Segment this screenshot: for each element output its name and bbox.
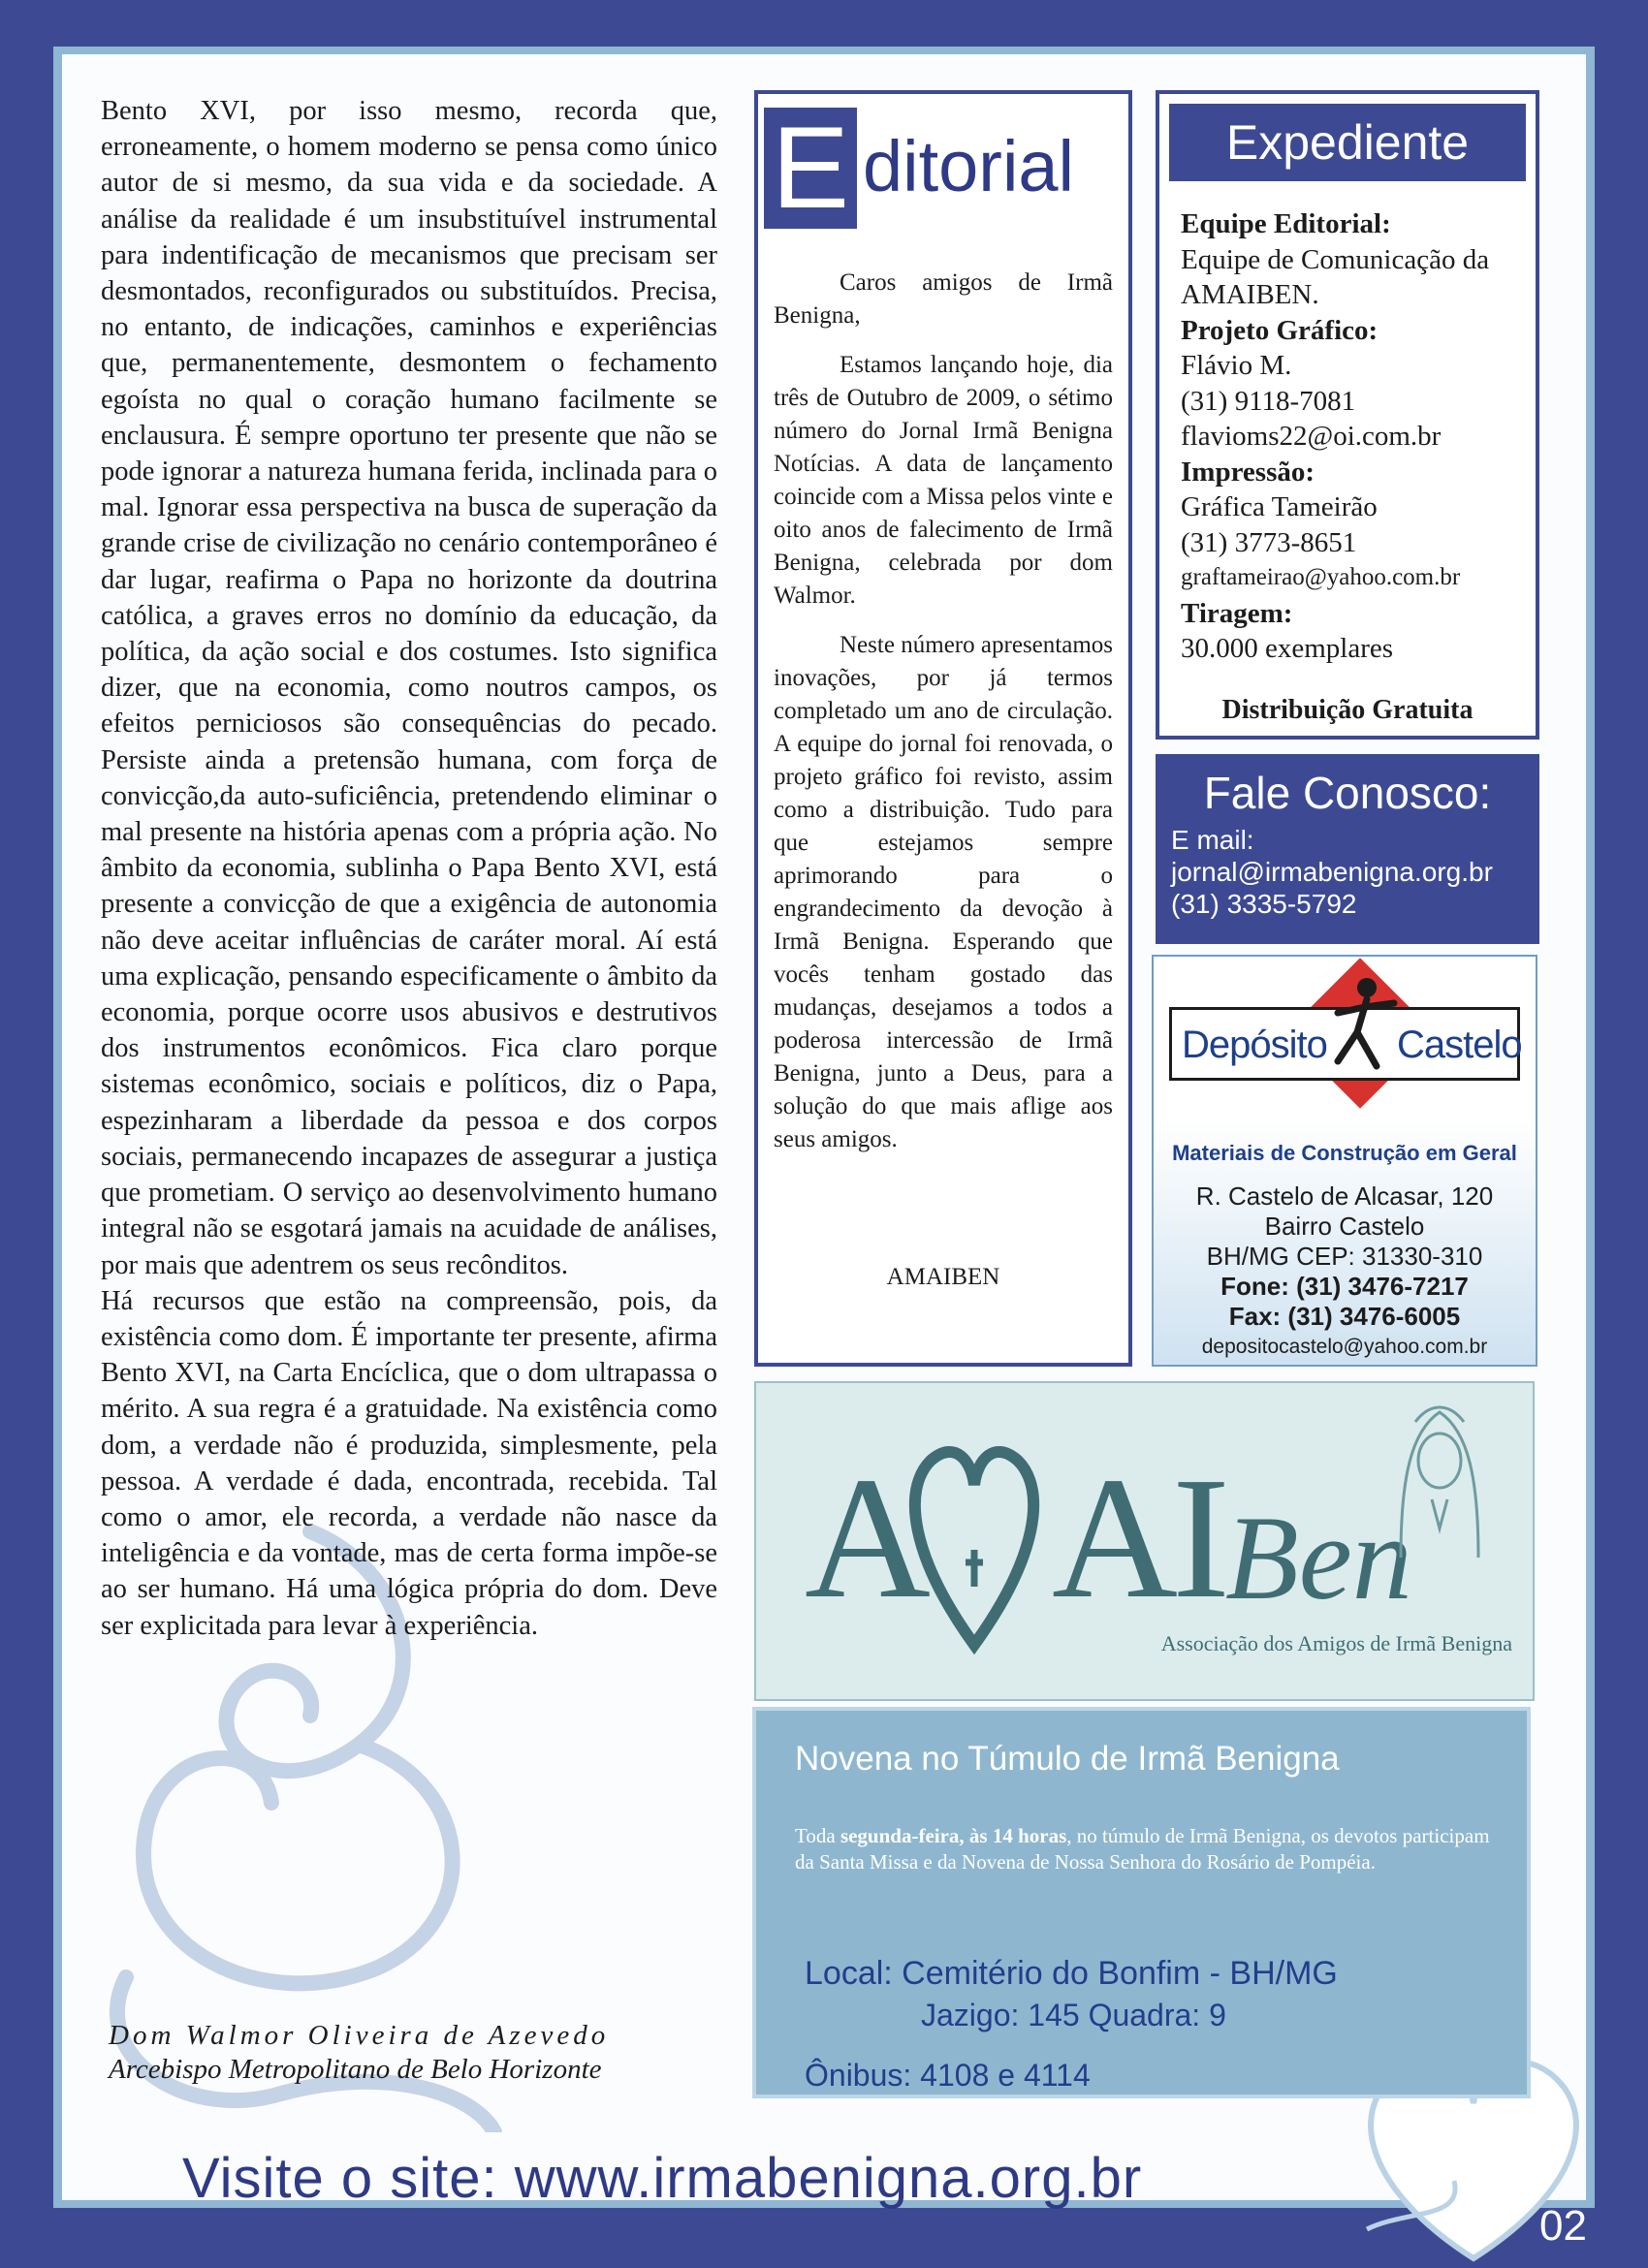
editorial-paragraph: Caros amigos de Irmã Benigna, bbox=[774, 269, 1113, 329]
editorial-paragraph: Neste número apresentamos inovações, por já termos completado um ano de circulação. A equipe do jornal foi renovada, o projeto gráfico foi revisto, assim como a distribuição. Tudo para que estejamos sempre aprimorando para o engrandecimento da devoção à Irmã Benigna. Esperando que vocês tenham gostado das mudanças, desejamos a todos a poderosa intercessão de Irmã Benigna, junto a Deus, para a solução do que mais aflige aos seus amigos. bbox=[774, 632, 1113, 1152]
ad-address-cep: BH/MG CEP: 31330-310 bbox=[1206, 1242, 1483, 1271]
editorial-signoff: AMAIBEN bbox=[886, 1264, 1000, 1290]
amaiben-logo-ai: AI bbox=[1052, 1441, 1224, 1634]
editorial-body bbox=[774, 267, 1113, 1173]
expediente-box bbox=[1156, 90, 1539, 740]
editorial-title: ditorial bbox=[863, 126, 1074, 206]
novena-text-lead: Toda bbox=[795, 1824, 840, 1847]
novena-title: Novena no Túmulo de Irmã Benigna bbox=[795, 1740, 1340, 1778]
contact-phone: (31) 3335-5792 bbox=[1171, 889, 1357, 919]
tiragem-value: 30.000 exemplares bbox=[1181, 633, 1394, 664]
signature-name: Dom Walmor Oliveira de Azevedo bbox=[109, 2020, 610, 2051]
worker-figure-icon bbox=[1318, 974, 1406, 1081]
impressao-email: graftameirao@yahoo.com.br bbox=[1181, 564, 1461, 590]
fale-conosco-box bbox=[1156, 754, 1539, 944]
novena-location: Local: Cemitério do Bonfim - BH/MG bbox=[805, 1955, 1338, 1992]
ad-subtitle: Materiais de Construção em Geral bbox=[1172, 1141, 1517, 1165]
signature-title: Arcebispo Metropolitano de Belo Horizonte bbox=[109, 2054, 602, 2085]
article-paragraph: Bento XVI, por isso mesmo, recorda que, erroneamente, o homem moderno se pensa como único autor de si mesmo, da sua vida e da sociedade. A análise da realidade é um insubstituível instrumental para indentificação de mecanismos que precisam ser desmontados, reconfigurados ou substituídos. Precisa, no entanto, de indicações, caminhos e experiências que, permanentemente, desmontem o fechamento egoísta no qual o coração humano facilmente se enclausura. É sempre oportuno ter presente que não se pode ignorar a natureza humana ferida, inclinada para o mal. Ignorar essa perspectiva na busca de superação da grande crise de civilização no cenário contemporâneo é dar lugar, reafirma o Papa no horizonte da doutrina católica, a graves erros no domínio da educação, da política, da ação social e dos costumes. Isto significa dizer, que na economia, como noutros campos, os efeitos perniciosos são consequências do pecado. Persiste ainda a pretensão humana, com força de convicção,da auto-suficiência, pretendendo eliminar o mal presente na história apenas com a própria ação. No âmbito da economia, sublinha o Papa Bento XVI, está presente a convicção de que a exigência de autonomia não deve aceitar influências de caráter moral. Aí está uma explicação, pensando especificamente o âmbito da economia, porque ocorre usos abusivos e destrutivos dos instrumentos econômicos. Fica claro porque sistemas econômico, sociais e políticos, diz o Papa, espezinharam a liberdade da pessoa e dos corpos sociais, permanecendo incapazes de assegurar a justiça que prometiam. O serviço ao desenvolvimento humano integral não se esgotará jamais na acuidade de análises, por mais que adentrem os seus recônditos. bbox=[101, 96, 717, 1280]
novena-text-bold: segunda-feira, às 14 horas bbox=[840, 1824, 1067, 1847]
editorial-heading bbox=[758, 94, 1128, 239]
contact-email: jornal@irmabenigna.org.br bbox=[1171, 857, 1493, 887]
projeto-phone: (31) 9118-7081 bbox=[1181, 385, 1356, 417]
tiragem-label: Tiragem: bbox=[1181, 597, 1293, 629]
irma-benigna-portrait bbox=[1381, 1393, 1498, 1558]
ad-address-street: R. Castelo de Alcasar, 120 bbox=[1195, 1181, 1494, 1211]
page-number: 02 bbox=[1539, 2202, 1587, 2250]
novena-text-rest: , no túmulo de Irmã Benigna, os devotos participam da Santa Missa e da Novena de Nossa Senhora do Rosário de Pompéia. bbox=[795, 1824, 1490, 1874]
ad-address-block bbox=[1154, 1181, 1536, 1362]
fale-conosco-contacts bbox=[1171, 824, 1493, 920]
projeto-name: Flávio M. bbox=[1181, 350, 1292, 381]
distribuicao-label: Distribuição Gratuita bbox=[1221, 695, 1474, 725]
projeto-label: Projeto Gráfico: bbox=[1181, 314, 1379, 346]
novena-jazigo: Jazigo: 145 Quadra: 9 bbox=[921, 1998, 1226, 2032]
amaiben-tagline: Associação dos Amigos de Irmã Benigna bbox=[1160, 1631, 1512, 1655]
ad-address-district: Bairro Castelo bbox=[1264, 1212, 1425, 1241]
amaiben-logo-a: A bbox=[805, 1441, 925, 1634]
editorial-initial: E bbox=[764, 108, 857, 229]
heart-cross-icon bbox=[902, 1432, 1047, 1654]
logo-text-left: Depósito bbox=[1182, 1024, 1327, 1066]
editorial-paragraph: Estamos lançando hoje, dia três de Outubro de 2009, o sétimo número do Jornal Irmã Benigna Notícias. A data de lançamento coincide com a Missa pelos vinte e oito anos de falecimento de Irmã Benigna, celebrada por dom Walmor. bbox=[774, 352, 1113, 609]
impressao-label: Impressão: bbox=[1181, 456, 1315, 488]
ad-phone: Fone: (31) 3476-7217 bbox=[1220, 1272, 1469, 1301]
footer-site-url: Visite o site: www.irmabenigna.org.br bbox=[182, 2147, 1143, 2210]
email-label: E mail: bbox=[1171, 825, 1254, 855]
article-body bbox=[101, 93, 717, 1644]
ad-fax: Fax: (31) 3476-6005 bbox=[1228, 1302, 1461, 1331]
expediente-title: Expediente bbox=[1169, 104, 1526, 181]
novena-box bbox=[756, 1711, 1527, 2095]
equipe-value: Equipe de Comunicação da AMAIBEN. bbox=[1181, 243, 1490, 310]
fale-conosco-title: Fale Conosco: bbox=[1203, 768, 1492, 818]
editorial-box bbox=[754, 90, 1132, 1367]
equipe-label: Equipe Editorial: bbox=[1181, 208, 1391, 239]
novena-description bbox=[795, 1823, 1493, 1875]
amaiben-logo-ben: Ben bbox=[1225, 1492, 1412, 1624]
amaiben-banner bbox=[754, 1381, 1535, 1701]
article-signature bbox=[109, 2019, 729, 2087]
ad-email: depositocastelo@yahoo.com.br bbox=[1201, 1336, 1488, 1358]
impressao-name: Gráfica Tameirão bbox=[1181, 491, 1378, 522]
impressao-phone: (31) 3773-8651 bbox=[1181, 526, 1357, 558]
novena-bus-lines: Ônibus: 4108 e 4114 bbox=[805, 2058, 1091, 2093]
expediente-body bbox=[1181, 206, 1530, 667]
logo-text-right: Castelo bbox=[1397, 1024, 1522, 1066]
projeto-email: flavioms22@oi.com.br bbox=[1181, 421, 1442, 452]
article-paragraph: Há recursos que estão na compreensão, pois, da existência como dom. É importante ter presente, afirma Bento XVI, na Carta Encíclica, que o dom ultrapassa o mérito. A sua regra é a gratuidade. Na existência como dom, a verdade não é produzida, simplesmente, pela pessoa. A verdade é dada, encontrada, recebida. Tal como o amor, ele recorda, a verdade não nasce da inteligência e da vontade, mas de certa forma impõe-se ao ser humano. Há uma lógica própria do dom. Deve ser explicitada para levar à experiência. bbox=[101, 1285, 717, 1641]
deposito-castelo-ad bbox=[1152, 955, 1537, 1367]
